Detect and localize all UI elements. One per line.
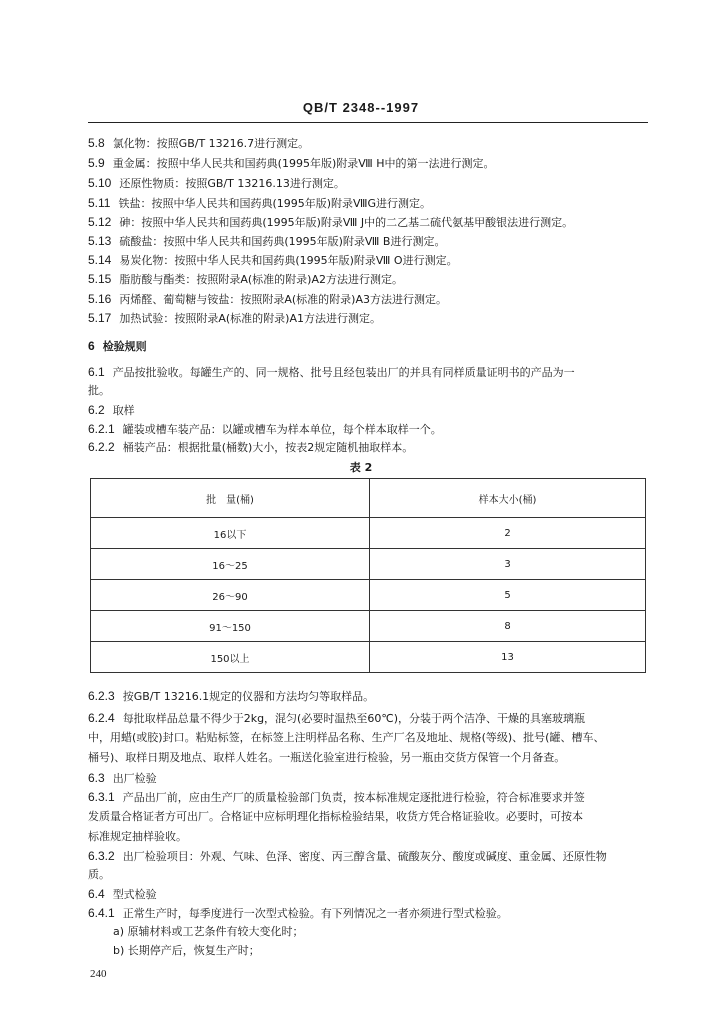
clause-5-12 bbox=[88, 215, 648, 230]
list-item: a) 原辅材料或工艺条件有较大变化时； bbox=[113, 925, 304, 938]
clause-text: 易炭化物：按照中华人民共和国药典(1995年版)附录Ⅷ O进行测定。 bbox=[119, 254, 458, 267]
clause-number: 6.2.3 bbox=[88, 689, 115, 703]
section-6-heading bbox=[88, 339, 648, 354]
clause-5-15 bbox=[88, 272, 648, 287]
clause-5-13 bbox=[88, 234, 648, 249]
clause-6-3-1-line2 bbox=[88, 810, 648, 824]
clause-number: 5.11 bbox=[88, 196, 111, 210]
clause-number: 5.16 bbox=[88, 292, 112, 306]
clause-number: 5.17 bbox=[88, 311, 112, 325]
clause-6-2-4 bbox=[88, 711, 648, 726]
clause-6-1 bbox=[88, 365, 648, 380]
page-header-title: QB/T 2348--1997 bbox=[302, 100, 420, 115]
table-row bbox=[91, 518, 646, 549]
clause-text: 发质量合格证者方可出厂。合格证中应标明理化指标检验结果，收货方凭合格证验收。必要时，可按本 bbox=[88, 810, 583, 823]
table-caption: 表 2 bbox=[349, 461, 373, 474]
clause-number: 6.2.4 bbox=[88, 711, 115, 725]
table-cell-sample: 2 bbox=[370, 518, 646, 549]
clause-text: 脂肪酸与酯类：按照附录A(标准的附录)A2方法进行测定。 bbox=[119, 273, 403, 286]
clause-number: 5.8 bbox=[88, 136, 105, 150]
clause-number: 5.12 bbox=[88, 215, 112, 229]
clause-text: 罐装或槽车装产品：以罐或槽车为样本单位，每个样本取样一个。 bbox=[122, 423, 442, 436]
clause-5-14 bbox=[88, 253, 648, 268]
table-cell-batch: 150以上 bbox=[91, 642, 370, 673]
clause-5-10 bbox=[88, 176, 648, 191]
table-header-batch: 批 量(桶) bbox=[91, 479, 370, 518]
header-rule bbox=[88, 122, 648, 123]
table-cell-batch: 16～25 bbox=[91, 549, 370, 580]
clause-number: 6.3 bbox=[88, 771, 105, 785]
clause-6-3-2-line2 bbox=[88, 868, 648, 882]
clause-number: 5.10 bbox=[88, 176, 112, 190]
clause-number: 6.2.2 bbox=[88, 440, 115, 454]
clause-6-4-1 bbox=[88, 906, 648, 921]
clause-6-1-continuation: 批。 bbox=[88, 384, 110, 397]
clause-text: 砷：按照中华人民共和国药典(1995年版)附录Ⅷ J中的二乙基二硫代氨基甲酸银法进行测定。 bbox=[119, 216, 574, 229]
sample-size-table bbox=[90, 478, 646, 673]
table-row bbox=[91, 611, 646, 642]
clause-number: 5.14 bbox=[88, 253, 112, 267]
clause-6-3 bbox=[88, 771, 648, 786]
clause-number: 6.3.1 bbox=[88, 790, 115, 804]
clause-text: 桶装产品：根据批量(桶数)大小，按表2规定随机抽取样本。 bbox=[122, 441, 414, 454]
clause-6-2-4-line2 bbox=[88, 731, 648, 745]
clause-text: 硫酸盐：按照中华人民共和国药典(1995年版)附录Ⅷ B进行测定。 bbox=[119, 235, 446, 248]
clause-6-2-4-line3 bbox=[88, 751, 648, 765]
clause-text: 铁盐：按照中华人民共和国药典(1995年版)附录ⅧG进行测定。 bbox=[118, 197, 432, 210]
clause-text: 产品出厂前，应由生产厂的质量检验部门负责，按本标准规定逐批进行检验，符合标准要求并签 bbox=[122, 791, 585, 804]
clause-text: 氯化物：按照GB/T 13216.7进行测定。 bbox=[112, 137, 310, 150]
clause-text: 桶号)、取样日期及地点、取样人姓名。一瓶送化验室进行检验，另一瓶由交货方保管一个月备查。 bbox=[88, 751, 566, 764]
clause-text: 按GB/T 13216.1规定的仪器和方法均匀等取样品。 bbox=[122, 690, 375, 703]
clause-number: 5.9 bbox=[88, 156, 105, 170]
clause-number: 6.2 bbox=[88, 403, 105, 417]
clause-text: 标准规定抽样验收。 bbox=[88, 830, 187, 843]
clause-text: 出厂检验 bbox=[112, 772, 157, 785]
clause-text: 取样 bbox=[112, 404, 135, 417]
list-item: b) 长期停产后，恢复生产时； bbox=[113, 944, 260, 957]
clause-number: 6.4 bbox=[88, 887, 105, 901]
table-row bbox=[91, 642, 646, 673]
clause-6-3-1-line3 bbox=[88, 830, 648, 844]
clause-5-9 bbox=[88, 156, 648, 171]
table-cell-batch: 26～90 bbox=[91, 580, 370, 611]
table-row bbox=[91, 549, 646, 580]
clause-text: 丙烯醛、葡萄糖与铵盐：按照附录A(标准的附录)A3方法进行测定。 bbox=[119, 293, 447, 306]
clause-text: 中，用蜡(或胶)封口。粘贴标签，在标签上注明样品名称、生产厂名及地址、规格(等级)、批号(罐、槽车、 bbox=[88, 731, 605, 744]
clause-6-2 bbox=[88, 403, 648, 418]
clause-text: 重金属：按照中华人民共和国药典(1995年版)附录Ⅷ H中的第一法进行测定。 bbox=[112, 157, 495, 170]
clause-6-4 bbox=[88, 887, 648, 902]
clause-number: 6.3.2 bbox=[88, 849, 115, 863]
clause-5-17 bbox=[88, 311, 648, 326]
table-header-row bbox=[91, 479, 646, 518]
clause-text: 每批取样品总量不得少于2kg，混匀(必要时温热至60℃)，分装于两个洁净、干燥的具塞玻璃瓶 bbox=[122, 712, 585, 725]
table-cell-sample: 3 bbox=[370, 549, 646, 580]
clause-text: 出厂检验项目：外观、气味、色泽、密度、丙三醇含量、硫酸灰分、酸度或碱度、重金属、还原性物 bbox=[122, 850, 607, 863]
clause-text: 还原性物质：按照GB/T 13216.13进行测定。 bbox=[119, 177, 345, 190]
clause-6-3-2 bbox=[88, 849, 648, 864]
section-title: 检验规则 bbox=[102, 340, 147, 353]
clause-text: 正常生产时，每季度进行一次型式检验。有下列情况之一者亦须进行型式检验。 bbox=[122, 907, 508, 920]
clause-text: 加热试验：按照附录A(标准的附录)A1方法进行测定。 bbox=[119, 312, 381, 325]
clause-number: 6.2.1 bbox=[88, 422, 115, 436]
section-number: 6 bbox=[88, 339, 95, 353]
table-cell-sample: 8 bbox=[370, 611, 646, 642]
table-cell-batch: 16以下 bbox=[91, 518, 370, 549]
clause-6-2-3 bbox=[88, 689, 648, 704]
clause-number: 5.13 bbox=[88, 234, 112, 248]
clause-6-2-2 bbox=[88, 440, 648, 455]
table-row bbox=[91, 580, 646, 611]
clause-6-3-1 bbox=[88, 790, 648, 805]
table-header-sample-size: 样本大小(桶) bbox=[370, 479, 646, 518]
clause-text: 产品按批验收。每罐生产的、同一规格、批号且经包装出厂的并具有同样质量证明书的产品为一 bbox=[112, 366, 575, 379]
clause-number: 6.4.1 bbox=[88, 906, 115, 920]
clause-number: 5.15 bbox=[88, 272, 112, 286]
clause-5-8 bbox=[88, 136, 648, 151]
table-cell-sample: 5 bbox=[370, 580, 646, 611]
clause-5-16 bbox=[88, 292, 648, 307]
clause-6-2-1 bbox=[88, 422, 648, 437]
table-cell-batch: 91～150 bbox=[91, 611, 370, 642]
clause-5-11 bbox=[88, 196, 648, 211]
table-cell-sample: 13 bbox=[370, 642, 646, 673]
clause-text: 质。 bbox=[88, 868, 110, 881]
clause-number: 6.1 bbox=[88, 365, 105, 379]
page-number: 240 bbox=[90, 968, 107, 980]
clause-text: 型式检验 bbox=[112, 888, 157, 901]
